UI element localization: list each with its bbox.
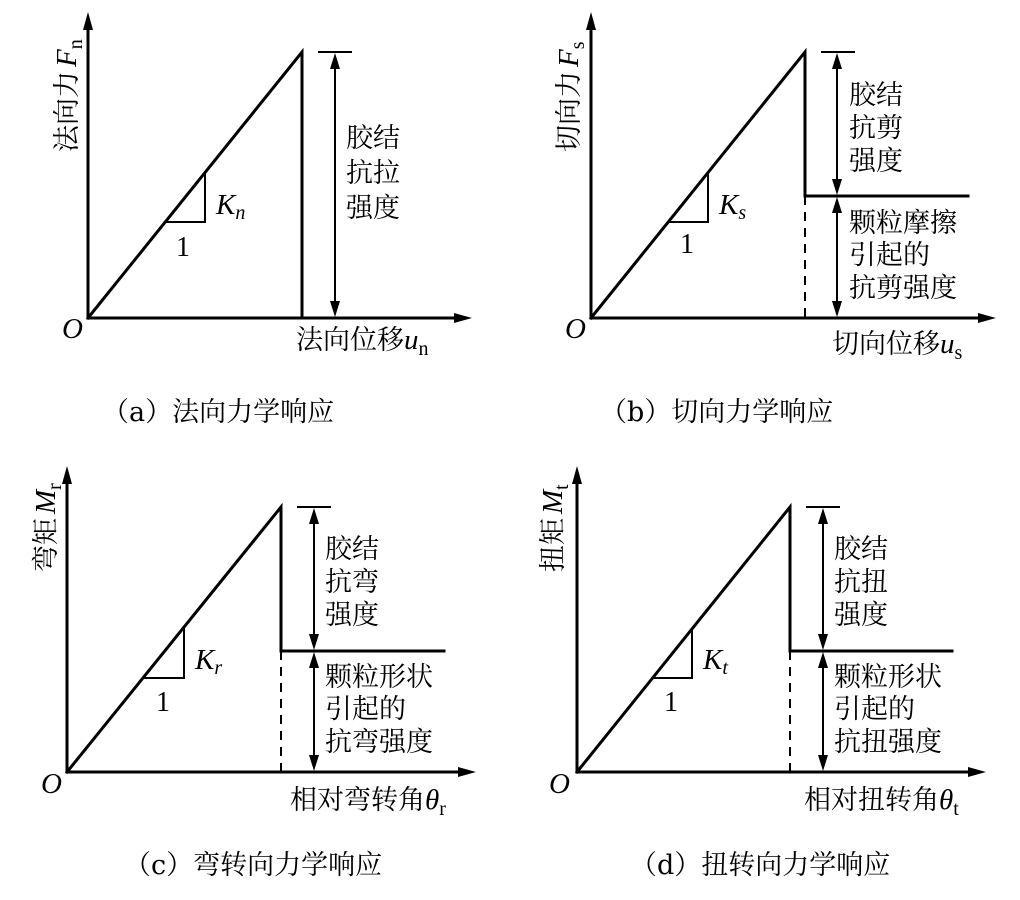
shape-strength-line3: 抗扭强度 bbox=[834, 727, 942, 758]
y-axis-subscript: s bbox=[567, 41, 589, 50]
slope-symbol: K bbox=[719, 189, 739, 221]
caption-c: （c）弯转向力学响应 bbox=[124, 850, 383, 881]
x-axis-symbol: u bbox=[940, 328, 955, 360]
y-axis-text: 法向力 bbox=[52, 71, 83, 152]
friction-strength-line1: 颗粒摩擦 bbox=[849, 208, 957, 239]
x-axis-arrow-icon bbox=[458, 767, 476, 777]
bond-strength-line2: 抗剪 bbox=[849, 113, 903, 144]
origin-label: O bbox=[565, 313, 586, 345]
y-axis-symbol: F bbox=[51, 49, 83, 67]
y-axis-arrow-icon bbox=[572, 466, 582, 484]
caption-d: （d）扭转向力学响应 bbox=[630, 850, 891, 881]
x-axis-title bbox=[804, 784, 959, 820]
x-axis-subscript: n bbox=[418, 338, 429, 360]
slope-symbol: K bbox=[703, 644, 723, 676]
strength-label-line1: 胶结 bbox=[346, 123, 400, 154]
svg-text:切向力Fs bbox=[553, 41, 589, 152]
response-curve bbox=[88, 52, 302, 318]
bond-strength-line2: 抗扭 bbox=[834, 567, 888, 598]
arrow-down-icon bbox=[309, 634, 319, 650]
slope-label bbox=[718, 189, 746, 224]
x-axis-symbol: u bbox=[404, 324, 419, 356]
x-axis-text: 相对弯转角 bbox=[290, 785, 425, 816]
slope-run-label: 1 bbox=[156, 687, 170, 718]
y-axis-subscript: r bbox=[44, 483, 66, 490]
y-axis-symbol: F bbox=[553, 49, 585, 67]
x-axis-subscript: s bbox=[954, 342, 963, 364]
bond-strength-line2: 抗弯 bbox=[325, 567, 379, 598]
bond-strength-line3: 强度 bbox=[834, 600, 888, 631]
x-axis-symbol: θ bbox=[425, 784, 440, 816]
slope-label bbox=[215, 189, 245, 224]
bond-strength-line1: 胶结 bbox=[849, 80, 903, 111]
slope-label bbox=[702, 644, 728, 679]
shape-strength-line1: 颗粒形状 bbox=[325, 662, 433, 693]
arrow-up-icon bbox=[818, 508, 828, 524]
bond-strength-line3: 强度 bbox=[325, 600, 379, 631]
y-axis-text: 切向力 bbox=[554, 71, 585, 152]
arrow-down-icon bbox=[309, 755, 319, 771]
friction-strength-line3: 抗剪强度 bbox=[849, 273, 957, 304]
shape-strength-line3: 抗弯强度 bbox=[325, 727, 433, 758]
arrow-up-icon bbox=[832, 197, 842, 213]
origin-label: O bbox=[62, 313, 83, 345]
slope-subscript: n bbox=[235, 202, 246, 224]
arrow-down-icon bbox=[832, 179, 842, 195]
slope-symbol: K bbox=[216, 189, 236, 221]
y-axis-arrow-icon bbox=[586, 12, 596, 30]
y-axis-symbol: M bbox=[537, 489, 569, 514]
arrow-down-icon bbox=[330, 301, 340, 317]
x-axis-text: 法向位移 bbox=[296, 325, 404, 356]
y-axis-title bbox=[30, 483, 66, 572]
y-axis-subscript: n bbox=[65, 39, 87, 50]
arrow-down-icon bbox=[818, 755, 828, 771]
slope-run-label: 1 bbox=[680, 229, 694, 260]
x-axis-text: 切向位移 bbox=[832, 329, 940, 360]
y-axis-title bbox=[537, 484, 573, 572]
arrow-down-icon bbox=[832, 301, 842, 317]
slope-subscript: r bbox=[214, 657, 223, 679]
x-axis-text: 相对扭转角 bbox=[804, 785, 939, 816]
arrow-up-icon bbox=[818, 652, 828, 668]
shape-strength-line2: 引起的 bbox=[834, 694, 915, 725]
strength-label-line2: 抗拉 bbox=[346, 158, 400, 189]
svg-text:弯矩Mr bbox=[30, 483, 66, 572]
y-axis-arrow-icon bbox=[62, 466, 72, 484]
caption-a: （a）法向力学响应 bbox=[102, 397, 335, 428]
origin-label: O bbox=[41, 768, 62, 800]
bond-strength-line1: 胶结 bbox=[834, 534, 888, 565]
friction-strength-line2: 引起的 bbox=[849, 240, 930, 271]
arrow-up-icon bbox=[309, 652, 319, 668]
y-axis-symbol: M bbox=[30, 489, 62, 514]
slope-symbol: K bbox=[195, 644, 215, 676]
shape-strength-line1: 颗粒形状 bbox=[834, 662, 942, 693]
x-axis-symbol: θ bbox=[939, 784, 954, 816]
arrow-up-icon bbox=[832, 53, 842, 69]
svg-text:法向力Fn bbox=[51, 39, 87, 152]
bond-strength-line3: 强度 bbox=[849, 146, 903, 177]
y-axis-text: 弯矩 bbox=[31, 518, 62, 572]
x-axis-title bbox=[832, 328, 963, 364]
x-axis-title bbox=[290, 784, 446, 820]
origin-label: O bbox=[549, 768, 570, 800]
slope-run-label: 1 bbox=[664, 687, 678, 718]
x-axis-arrow-icon bbox=[454, 313, 472, 323]
slope-run-label: 1 bbox=[176, 232, 190, 263]
panel-b bbox=[553, 12, 996, 428]
panel-d bbox=[537, 466, 986, 881]
x-axis-title bbox=[296, 324, 429, 360]
slope-subscript: s bbox=[738, 202, 747, 224]
slope-label bbox=[194, 644, 222, 679]
y-axis-text: 扭矩 bbox=[538, 518, 569, 572]
slope-subscript: t bbox=[722, 657, 728, 679]
svg-text:扭矩Mt bbox=[537, 484, 573, 572]
arrow-down-icon bbox=[818, 634, 828, 650]
strength-label-line3: 强度 bbox=[346, 193, 400, 224]
panel-c bbox=[30, 466, 476, 881]
arrow-up-icon bbox=[330, 53, 340, 69]
arrow-up-icon bbox=[309, 508, 319, 524]
x-axis-arrow-icon bbox=[968, 767, 986, 777]
x-axis-subscript: t bbox=[953, 798, 959, 820]
y-axis-title bbox=[553, 41, 589, 152]
caption-b: （b）切向力学响应 bbox=[600, 397, 834, 428]
x-axis-subscript: r bbox=[439, 798, 446, 820]
bond-strength-line1: 胶结 bbox=[325, 534, 379, 565]
x-axis-arrow-icon bbox=[978, 313, 996, 323]
panel-a bbox=[51, 12, 472, 428]
y-axis-subscript: t bbox=[551, 484, 573, 490]
shape-strength-line2: 引起的 bbox=[325, 694, 406, 725]
y-axis-title bbox=[51, 39, 87, 152]
y-axis-arrow-icon bbox=[83, 12, 93, 30]
